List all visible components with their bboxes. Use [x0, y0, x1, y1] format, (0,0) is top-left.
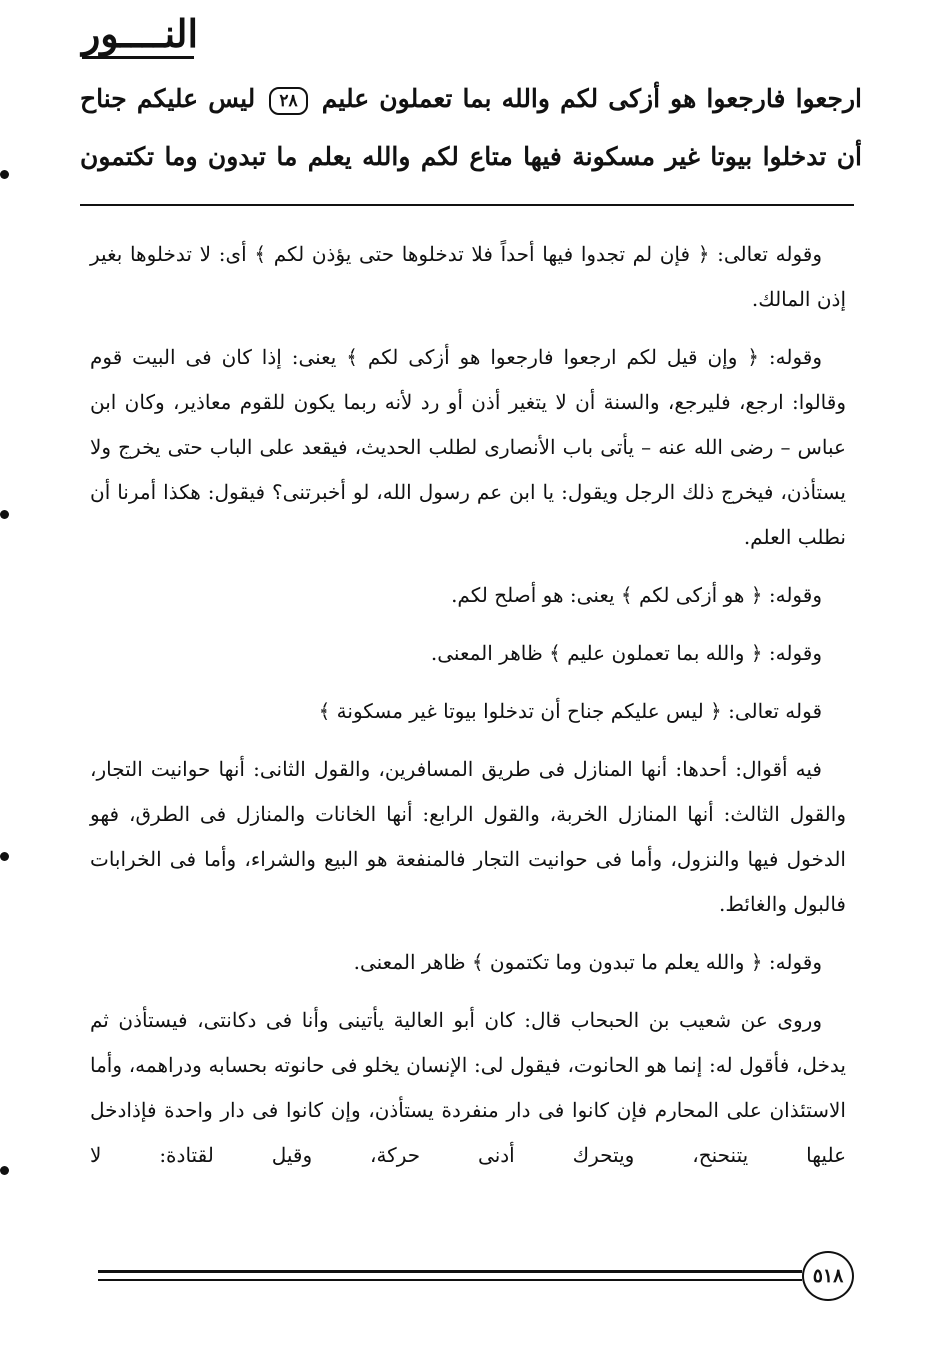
commentary-paragraph: وقوله تعالى: ﴿ فإن لم تجدوا فيها أحداً فلا تدخلوها حتى يؤذن لكم ﴾ أى: لا تدخلوها بغير إذن المالك. [90, 242, 846, 311]
commentary-paragraph: وقوله: ﴿ وإن قيل لكم ارجعوا فارجعوا هو أزكى لكم ﴾ يعنى: إذا كان فى البيت قوم وقالوا: ارجع، فليرجع، والسنة أن لا يتغير أذن أو رد لأنه ربما يكون للقوم معاذير، وكان ابن عباس – رضى الله عنه – يأتى باب الأنصارى لطلب الحديث، فيقعد على الباب حتى يخرج ولا يستأذن، فيخرج ذلك الرجل ويقول: يا ابن عم رسول الله، لو أخبرتنى؟ فيقول: هكذا أمرنا أن نطلب العلم. [90, 345, 846, 549]
commentary-paragraph: وقوله: ﴿ هو أزكى لكم ﴾ يعنى: هو أصلح لكم. [451, 583, 822, 607]
commentary-text [90, 232, 846, 1191]
page-number-badge: ٥١٨ [802, 1251, 854, 1301]
commentary-paragraph: وقوله: ﴿ والله بما تعملون عليم ﴾ ظاهر المعنى. [430, 641, 822, 665]
quran-line-1 [80, 70, 862, 128]
quran-line-2: أن تدخلوا بيوتا غير مسكونة فيها متاع لكم والله يعلم ما تبدون وما تكتمون [80, 142, 862, 171]
footer-rule-thin [98, 1279, 802, 1281]
margin-mark [0, 510, 9, 519]
commentary-paragraph: قوله تعالى: ﴿ ليس عليكم جناح أن تدخلوا بيوتا غير مسكونة ﴾ [318, 699, 822, 723]
commentary-paragraph: فيه أقوال: أحدها: أنها المنازل فى طريق المسافرين، والقول الثانى: أنها حوانيت التجار، والقول الثالث: أنها المنازل الخربة، والقول الرابع: أنها الخانات والمنازل فى الطرق، فهو الدخول فيها والنزول، وأما فى حوانيت التجار فالمنفعة هو البيع والشراء، وأما فى الخرابات فالبول والغائط. [90, 757, 846, 916]
margin-mark [0, 1166, 9, 1175]
ayah-number-marker: ٢٨ [269, 87, 307, 115]
commentary-paragraph: وقوله: ﴿ والله يعلم ما تبدون وما تكتمون ﴾ ظاهر المعنى. [353, 950, 822, 974]
verse-separator-rule [80, 204, 854, 206]
quran-line-1-text-b: ليس عليكم جناح [80, 84, 256, 113]
quran-line-1-text-a: ارجعوا فارجعوا هو أزكى لكم والله بما تعملون عليم [321, 84, 862, 113]
surah-title: النــــور [81, 11, 199, 56]
footer-rule-thick [98, 1270, 802, 1273]
commentary-paragraph: وروى عن شعيب بن الحبحاب قال: كان أبو العالية يأتينى وأنا فى دكانتى، فيستأذن ثم يدخل، فأقول له: إنما هو الحانوت، فيقول لى: الإنسان يخلو فى حانوته بحسابه ودراهمه، وأما الاستئذان على المحارم فإن كانوا فى دار منفردة يستأذن، وإن كانوا فى دار واحدة فإذادخل عليها يتنحنح، ويتحرك أدنى حركة، وقيل لقتادة: لا [90, 1008, 846, 1167]
margin-mark [0, 170, 9, 179]
margin-mark [0, 852, 9, 861]
quran-verse-block [80, 70, 862, 190]
title-underline [82, 56, 194, 59]
